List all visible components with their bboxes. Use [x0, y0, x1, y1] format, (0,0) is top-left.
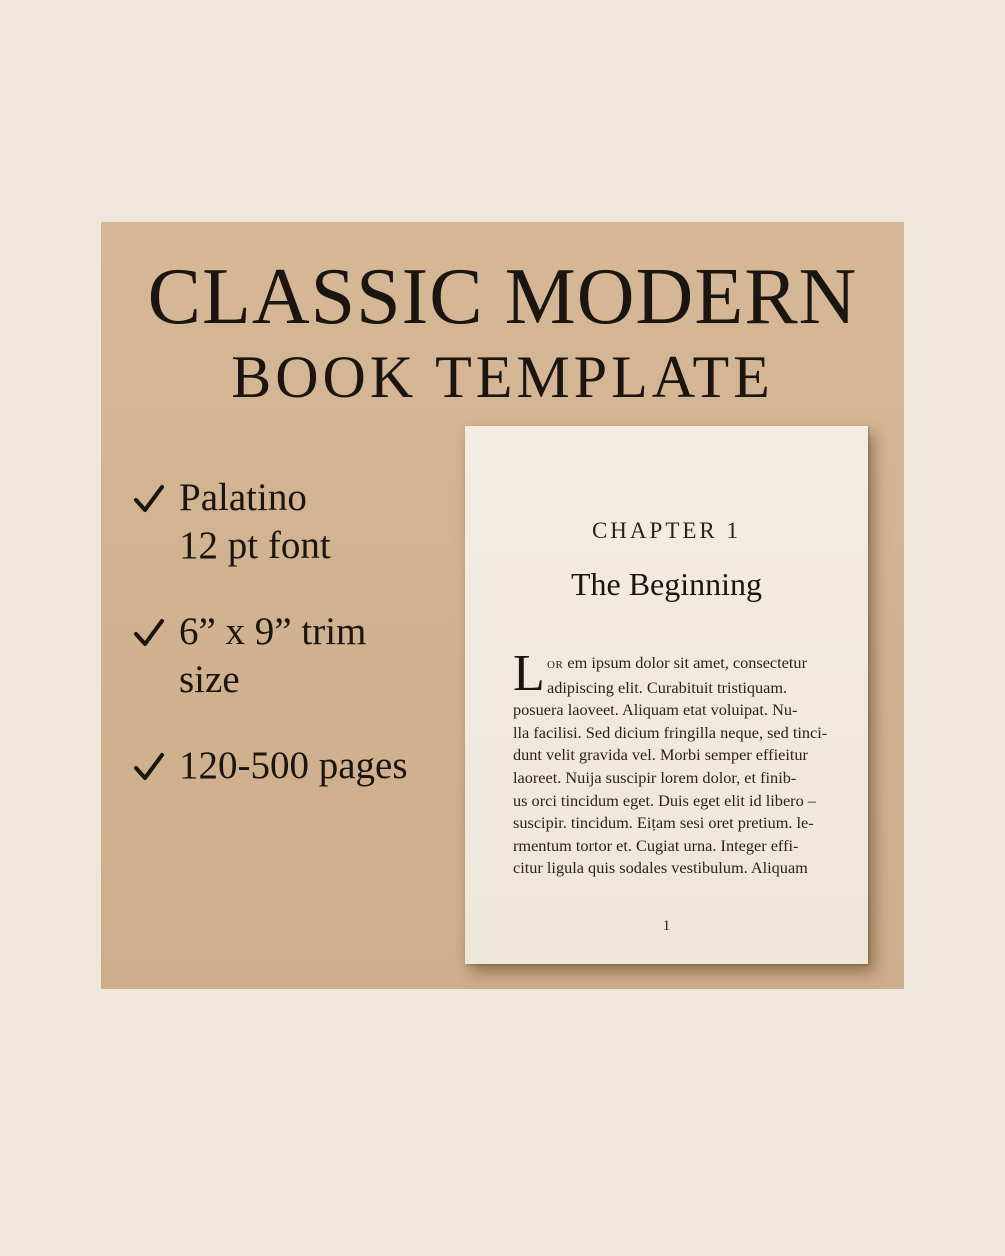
- body-line: us orci tincidum eget. Duis eget elit id libero –: [513, 790, 816, 810]
- feature-item-font: [127, 474, 467, 570]
- feature-item-page-count: [127, 742, 467, 790]
- checkmark-icon: [133, 752, 165, 782]
- checkmark-icon: [133, 618, 165, 648]
- chapter-title: The Beginning: [570, 566, 763, 602]
- feature-text: size: [179, 658, 240, 701]
- chapter-body-text: [513, 645, 843, 880]
- feature-item-trim-size: [127, 608, 467, 704]
- feature-list: [127, 474, 467, 828]
- drop-cap: L: [513, 645, 545, 702]
- sample-book-page: [465, 426, 868, 964]
- feature-text: 12 pt font: [179, 524, 331, 567]
- body-line: [513, 652, 843, 677]
- template-banner: [101, 222, 904, 989]
- chapter-label: CHAPTER 1: [591, 518, 742, 543]
- feature-text: Palatino: [179, 476, 307, 519]
- body-line: dunt velit gravida vel. Morbi semper effieitur: [513, 745, 808, 765]
- page-number: 1: [662, 918, 671, 934]
- body-line: suscipir. tincidum. Eiṭam sesi oret pretium. le-: [513, 813, 814, 833]
- checkmark-icon: [133, 484, 165, 514]
- body-line: citur ligula quis sodales vestibulum. Aliquam: [513, 858, 808, 878]
- feature-text: 6” x 9” trim: [179, 610, 367, 653]
- body-line: posuera laoveet. Aliquam etat voluipat. Nu-: [513, 700, 798, 720]
- drop-cap-smallcaps: OR: [547, 659, 564, 671]
- title-line-2: BOOK TEMPLATE: [231, 344, 774, 410]
- feature-text: 120-500 pages: [179, 744, 408, 787]
- body-line: adipiscing elit. Curabituit tristiquam.: [547, 677, 788, 697]
- body-line: laoreet. Nuija suscipir lorem dolor, et finib-: [513, 767, 797, 787]
- title-line-1: CLASSIC MODERN: [147, 253, 858, 341]
- body-line: rmentum tortor et. Cugiat urna. Integer effi-: [513, 835, 799, 855]
- body-line: lla facilisi. Sed dicium fringilla neque, sed tinci-: [513, 722, 828, 742]
- body-line-text: em ipsum dolor sit amet, consectetur: [567, 653, 807, 672]
